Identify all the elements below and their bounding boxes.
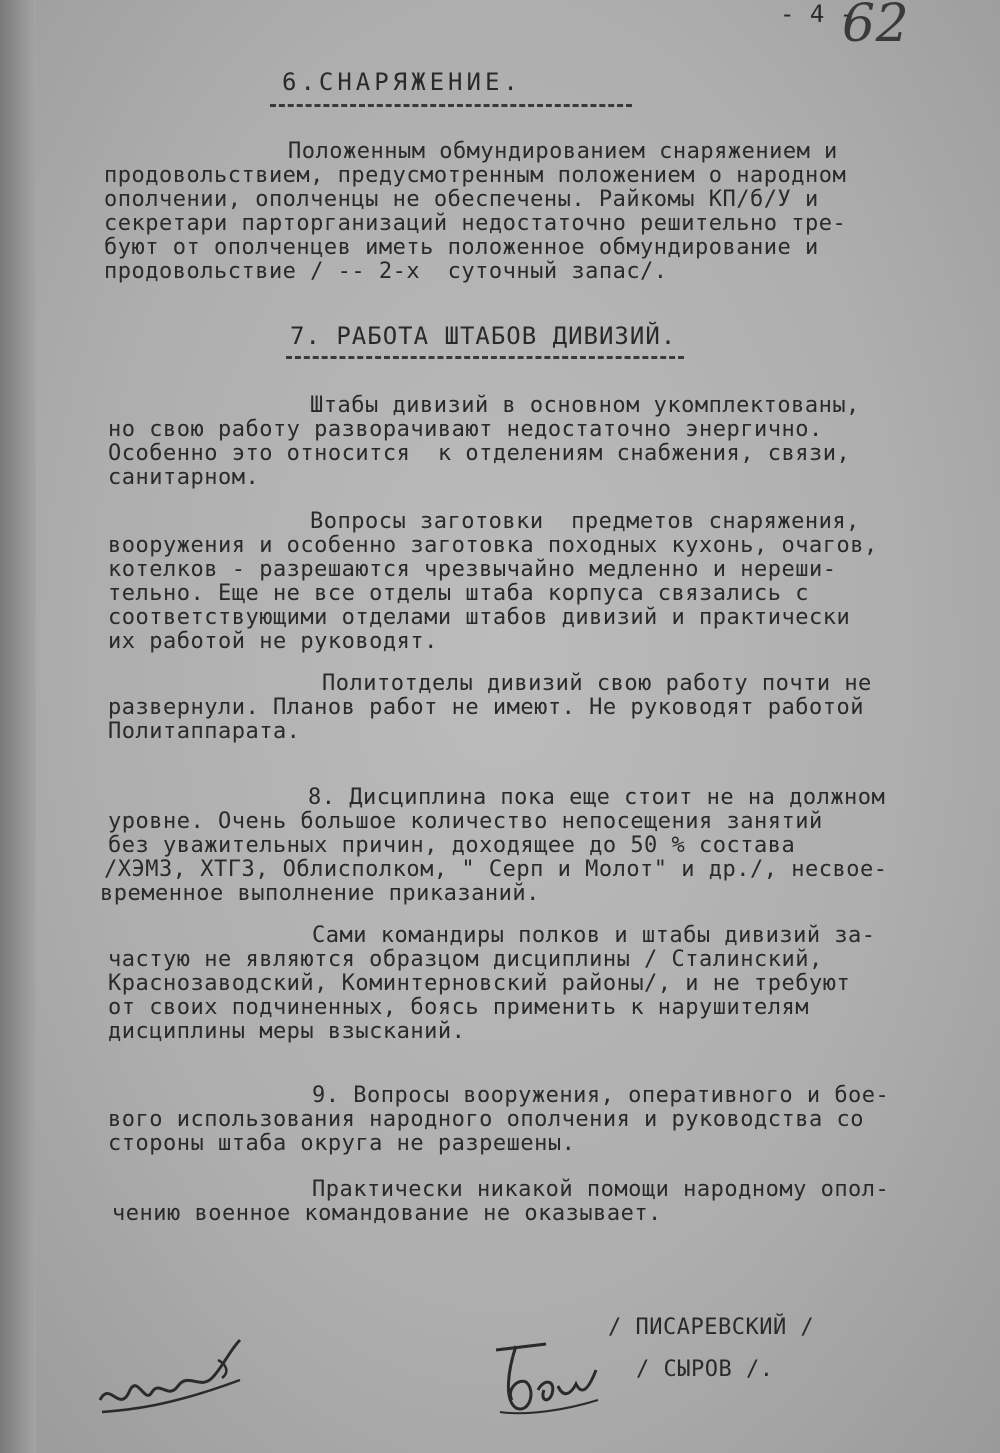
- s6-line-1: Положенным обмундированием снаряжением и: [288, 139, 838, 164]
- s7-p2-line-5: соответствующими отделами штабов дивизий и практически: [108, 605, 851, 630]
- s7-p2-line-1: Вопросы заготовки предметов снаряжения,: [310, 509, 860, 534]
- s7-p2-line-3: котелков - разрешаются чрезвычайно медленно и нереши-: [108, 557, 837, 582]
- page-number: - 4 -: [780, 0, 855, 28]
- s8-p2-line-3: Краснозаводский, Коминтерновский районы/, и не требуют: [108, 971, 851, 996]
- s8-p2-line-2: частую не являются образцом дисциплины / Сталинский,: [108, 947, 823, 972]
- s6-line-3: ополчении, ополченцы не обеспечены. Райкомы КП/б/У и: [104, 187, 819, 212]
- s9-p1-line-3: стороны штаба округа не разрешены.: [108, 1131, 576, 1156]
- s8-p1-line-1: 8. Дисциплина пока еще стоит не на должном: [308, 785, 886, 810]
- section-6-heading: 6.СНАРЯЖЕНИЕ.: [282, 68, 522, 96]
- s8-p2-line-4: от своих подчиненных, боясь применить к нарушителям: [108, 995, 810, 1020]
- heading-underline: [286, 356, 684, 359]
- s7-p1-line-4: санитарном.: [108, 465, 260, 490]
- signatory-name-1: / ПИСАРЕВСКИЙ /: [608, 1315, 815, 1340]
- s7-p3-line-2: развернули. Планов работ не имеют. Не руководят работой: [108, 695, 864, 720]
- archive-number: 62: [842, 0, 910, 54]
- s6-line-2: продовольствием, предусмотренным положением о народном: [104, 163, 847, 188]
- page-left-edge: [0, 0, 36, 1453]
- section-7-heading: 7. РАБОТА ШТАБОВ ДИВИЗИЙ.: [290, 322, 677, 350]
- s8-p1-line-3: без уважительных причин, доходящее до 50 % состава: [108, 833, 796, 858]
- s6-line-6: продовольствие / -- 2-х суточный запас/.: [104, 259, 668, 284]
- s7-p3-line-1: Политотделы дивизий свою работу почти не: [322, 671, 872, 696]
- s6-line-4: секретари парторганизаций недостаточно решительно тре-: [104, 211, 847, 236]
- signatory-name-2: / СЫРОВ /.: [636, 1357, 774, 1382]
- s7-p2-line-2: вооружения и особенно заготовка походных кухонь, очагов,: [108, 533, 878, 558]
- heading-underline: [270, 104, 632, 107]
- handwritten-signature-center: [486, 1330, 606, 1420]
- s8-p2-line-1: Сами командиры полков и штабы дивизий за-: [312, 923, 876, 948]
- s9-p2-line-2: чению военное командование не оказывает.: [112, 1201, 662, 1226]
- s7-p1-line-3: Особенно это относится к отделениям снабжения, связи,: [108, 441, 851, 466]
- s8-p1-line-4: /ХЭМЗ, ХТГЗ, Облисполком, " Серп и Молот" и др./, несвое-: [104, 857, 888, 882]
- s8-p2-line-5: дисциплины меры взысканий.: [108, 1019, 466, 1044]
- s6-line-5: буют от ополченцев иметь положенное обмундирование и: [104, 235, 819, 260]
- s7-p2-line-6: их работой не руководят.: [108, 629, 438, 654]
- s7-p1-line-2: но свою работу разворачивают недостаточно энергично.: [108, 417, 823, 442]
- s7-p1-line-1: Штабы дивизий в основном укомплектованы,: [310, 393, 860, 418]
- s7-p2-line-4: тельно. Еще не все отделы штаба корпуса связались с: [108, 581, 810, 606]
- s9-p1-line-1: 9. Вопросы вооружения, оперативного и бое-: [312, 1083, 890, 1108]
- s9-p2-line-1: Практически никакой помощи народному опол-: [312, 1177, 890, 1202]
- s9-p1-line-2: вого использования народного ополчения и руководства со: [108, 1107, 864, 1132]
- s8-p1-line-5: временное выполнение приказаний.: [100, 881, 540, 906]
- s8-p1-line-2: уровне. Очень большое количество непосещения занятий: [108, 809, 823, 834]
- handwritten-signature-left: [90, 1320, 260, 1430]
- s7-p3-line-3: Политаппарата.: [108, 719, 301, 744]
